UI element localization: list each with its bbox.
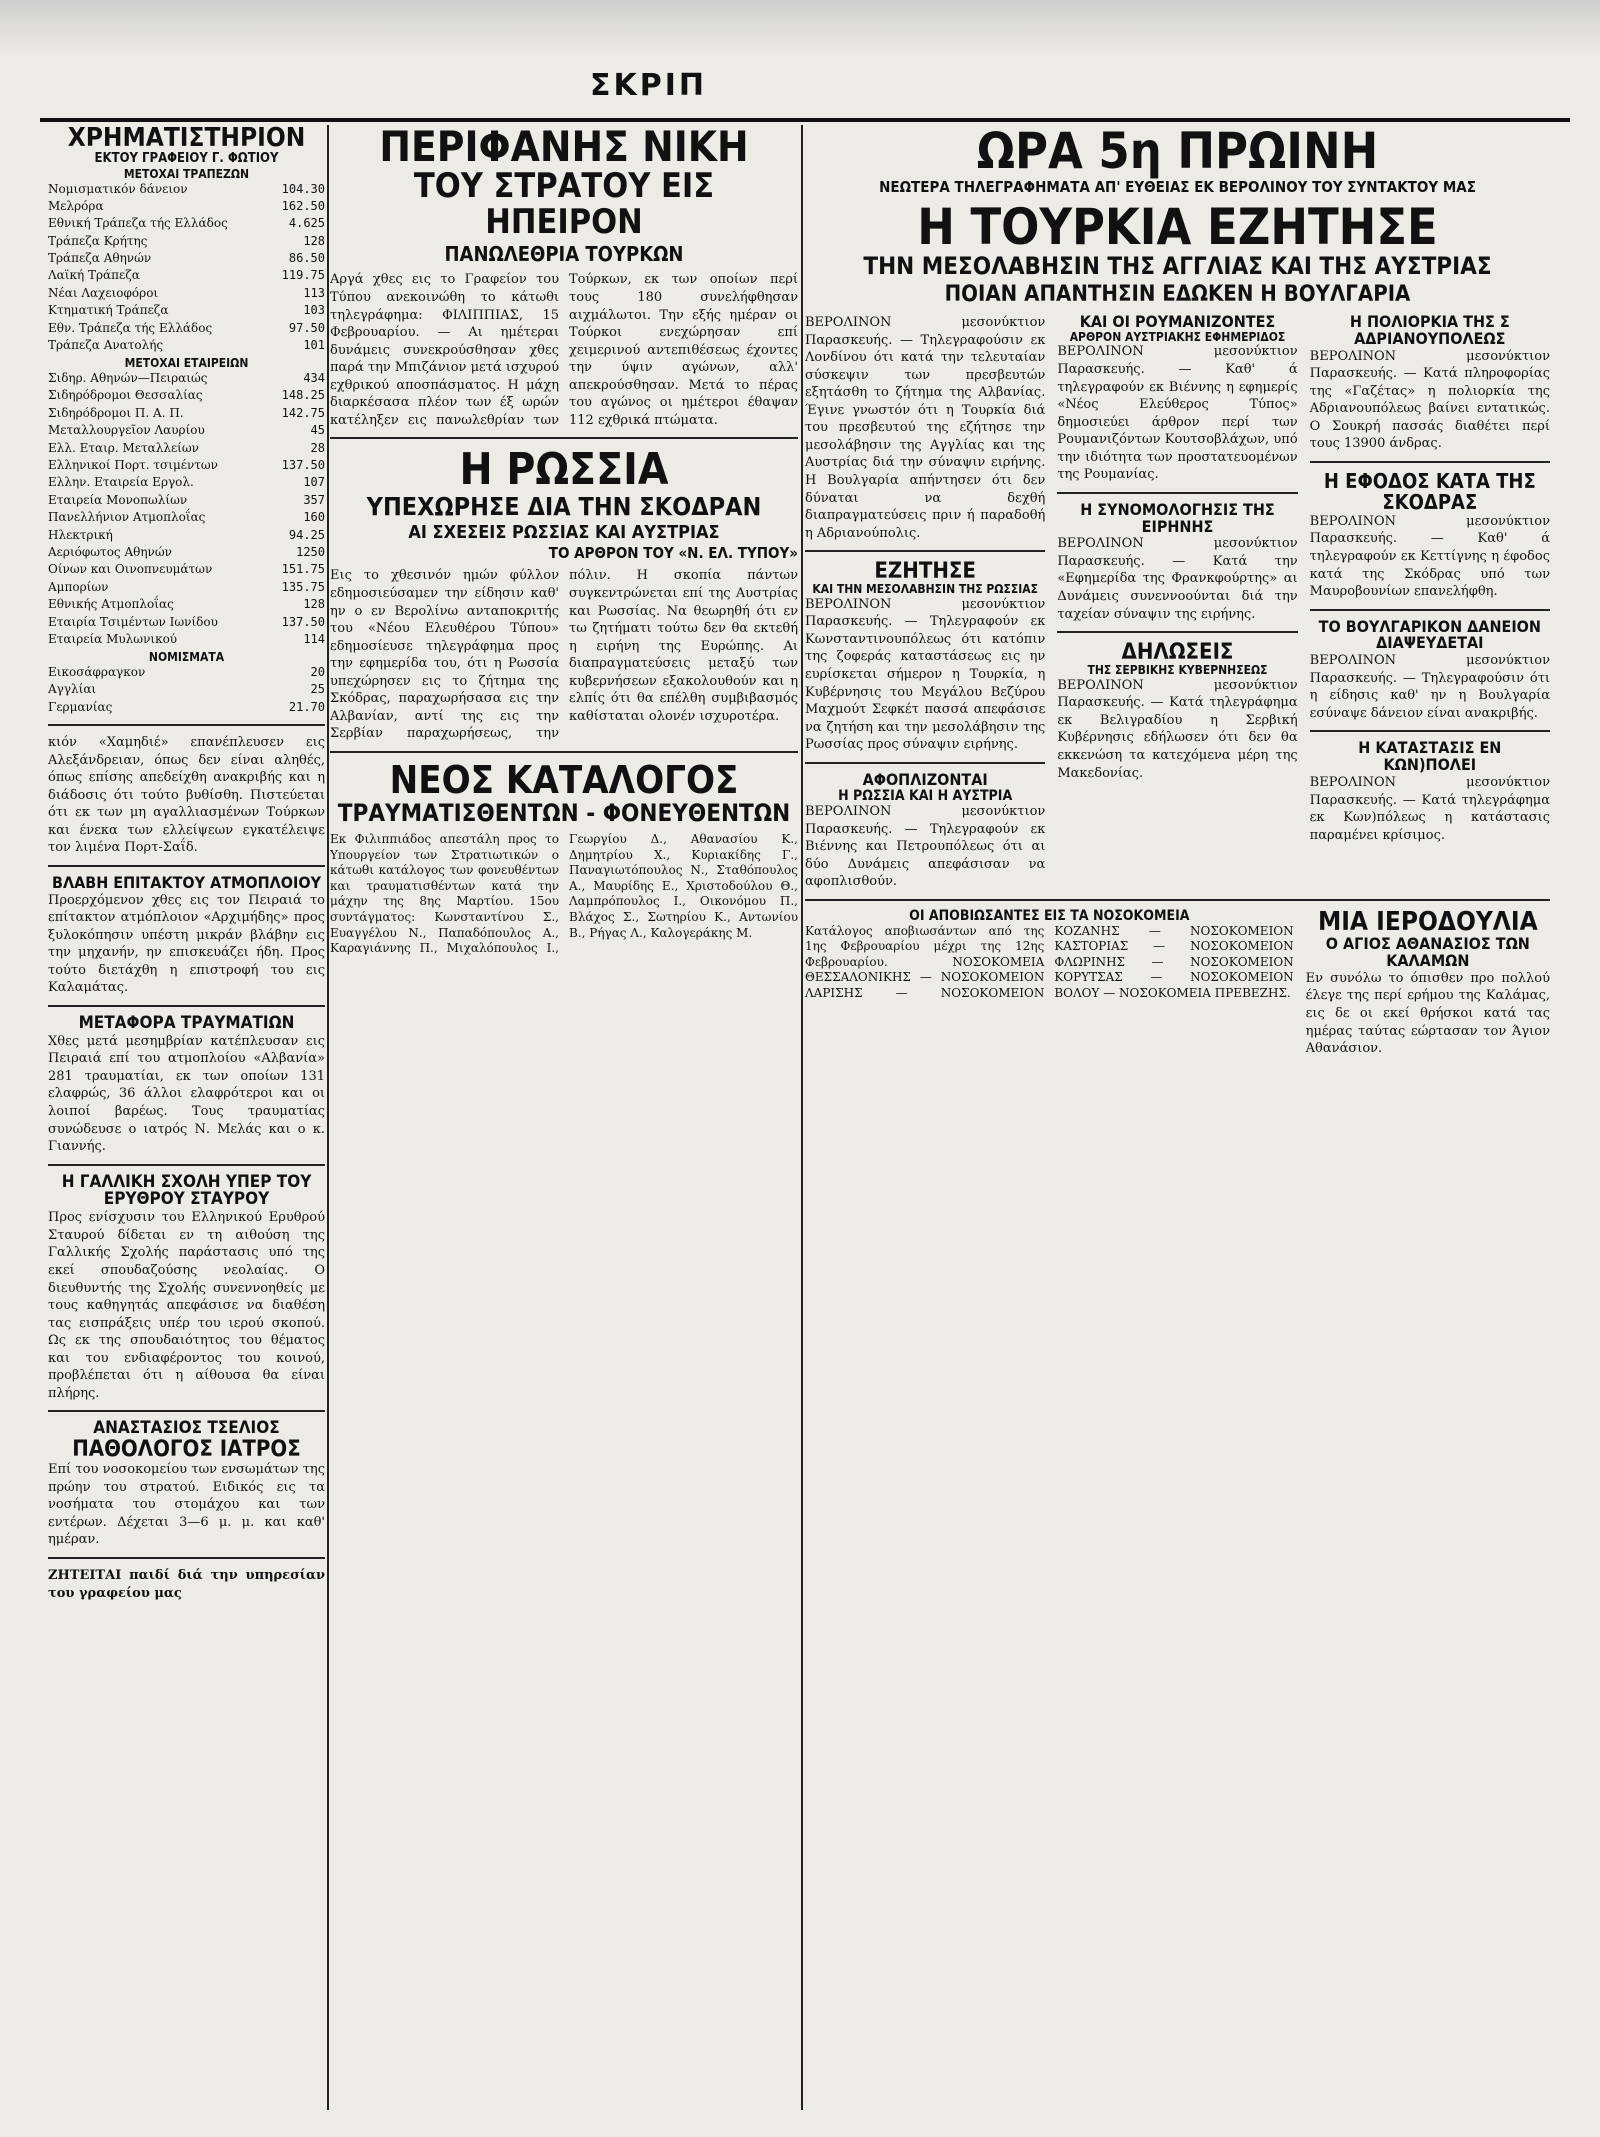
telegram-text: ΒΕΡΟΛΙΝΟΝ μεσονύκτιον Παρασκευής. — Καθ' ά τηλεγραφούν εκ Κεττίγνης η έφοδος κατά της Σκόδρας υπό των Μαυροβουνίων επανελήφθη. — [1309, 513, 1550, 600]
headline-russia: Η ΡΩΣΣΙΑ — [459, 444, 669, 496]
price-row — [48, 492, 325, 509]
subheadline: Ο ΑΓΙΟΣ ΑΘΑΝΑΣΙΟΣ ΤΩΝ ΚΑΛΑΜΩΝ — [1325, 934, 1530, 971]
price-row — [48, 198, 325, 215]
price-row — [48, 561, 325, 578]
price-value: 135.75 — [281, 579, 325, 594]
ad-name: ΑΝΑΣΤΑΣΙΟΣ ΤΣΕΛΙΟΣ — [93, 1418, 280, 1439]
price-value: 101 — [303, 338, 325, 353]
price-value: 119.75 — [281, 268, 325, 283]
price-value: 45 — [310, 423, 325, 438]
price-value: 137.50 — [281, 457, 325, 472]
price-label: Νέαι Λαχειοφόροι — [48, 285, 159, 300]
middle-column — [330, 125, 798, 2110]
price-label: Οίνων και Οινοπνευμάτων — [48, 562, 213, 577]
column-rule-2 — [801, 125, 803, 2110]
feast-section — [1305, 906, 1550, 1058]
price-label: Μεταλλουργεῖον Λαυρίου — [48, 423, 205, 438]
subheadline-turks: ΠΑΝΩΛΕΘΡΙΑ ΤΟΥΡΚΩΝ — [444, 242, 684, 267]
price-value: 103 — [303, 303, 325, 318]
subheadline-relations: ΑΙ ΣΧΕΣΕΙΣ ΡΩΣΣΙΑΣ ΚΑΙ ΑΥΣΤΡΙΑΣ — [408, 521, 720, 543]
price-row — [48, 596, 325, 613]
price-label: Εταιρεία Μυλωνικού — [48, 631, 178, 646]
price-row — [48, 474, 325, 491]
price-label: Εταιρία Τσιμέντων Ιωνίδου — [48, 614, 218, 629]
price-value: 1250 — [296, 544, 325, 559]
subheadline-article: ΤΟ ΑΡΘΡΟΝ ΤΟΥ «Ν. ΕΛ. ΤΥΠΟΥ» — [548, 543, 798, 562]
headline-scutari: ΥΠΕΧΩΡΗΣΕ ΔΙΑ ΤΗΝ ΣΚΟΔΡΑΝ — [366, 491, 762, 521]
price-row — [48, 664, 325, 681]
price-label: Εθν. Τράπεζα τής Ελλάδος — [48, 320, 213, 335]
price-label: Πανελλήνιον Ατμοπλοΐας — [48, 510, 206, 525]
headline-time: ΩΡΑ 5η ΠΡΩΙΝΗ — [976, 125, 1379, 180]
subheadline: ΚΑΙ ΤΗΝ ΜΕΣΟΛΑΒΗΣΙΝ ΤΗΣ ΡΩΣΣΙΑΣ — [812, 582, 1038, 597]
price-label: Εθνικής Ατμοπλοΐας — [48, 597, 174, 612]
headline: Η ΓΑΛΛΙΚΗ ΣΧΟΛΗ ΥΠΕΡ ΤΟΥ ΕΡΥΘΡΟΥ ΣΤΑΥΡΟΥ — [61, 1171, 312, 1210]
price-row — [48, 579, 325, 596]
price-value: 162.50 — [281, 198, 325, 213]
price-row — [48, 405, 325, 422]
price-row — [48, 302, 325, 319]
price-value: 97.50 — [288, 320, 325, 335]
news-item-text: κιόν «Χαμηδιέ» επανέπλευσεν εις Αλεξάνδρειαν, όπως δεν είναι αληθές, όπως επίσης απεδείχθη ανακριβής και η διάδοσις ότι τούτο βυθίσθη. Πιστεύεται ότι εκ των μη αγαλλιασμένων Τούρκων και ένεκα των ελλείψεων εγκατέλειψε τον λιμένα Πορτ-Σαΐδ. — [48, 735, 325, 856]
price-row — [48, 681, 325, 698]
price-value: 137.50 — [281, 614, 325, 629]
headline: Η ΠΟΛΙΟΡΚΙΑ ΤΗΣ Σ ΑΔΡΙΑΝΟΥΠΟΛΕΩΣ — [1349, 312, 1510, 348]
price-row — [48, 614, 325, 631]
masthead: ΣΚΡΙΠ — [590, 68, 707, 103]
subheadline: ΤΗΣ ΣΕΡΒΙΚΗΣ ΚΥΒΕΡΝΗΣΕΩΣ — [1087, 663, 1268, 678]
price-label: Ελλ. Εταιρ. Μεταλλείων — [48, 440, 199, 455]
exchange-title: ΧΡΗΜΑΤΙΣΤΗΡΙΟΝ — [67, 125, 306, 153]
price-row — [48, 422, 325, 439]
price-row — [48, 285, 325, 302]
exchange-subtitle: ΕΚΤΟΥ ΓΡΑΦΕΙΟΥ Γ. ΦΩΤΙΟΥ — [94, 151, 279, 167]
news-item-text: Προς ενίσχυσιν του Ελληνικού Ερυθρού Σταυρού δίδεται εν τη αιθούση της Γαλλικής Σχολής παράστασις υπό της εκεί σπουδαζούσης νεολαίας. Ο διευθυντής της Σχολής συνεννοηθείς με τους καθηγητάς απεφάσισε να διαθέση τας εισπράξεις υπέρ του ιερού σκοπού. Ως εκ της σπουδαιότητος του θέματος και του ενδιαφέροντος του κοινού, προβλέπεται ότι η αίθουσα θα είναι πλήρης. — [48, 1210, 325, 1401]
price-value: 357 — [303, 492, 325, 507]
headline: ΒΛΑΒΗ ΕΠΙΤΑΚΤΟΥ ΑΤΜΟΠΛΟΙΟΥ — [51, 872, 322, 892]
price-value: 104.30 — [281, 181, 325, 196]
page-top-edge — [0, 0, 1600, 55]
headline-bulgaria: ΠΟΙΑΝ ΑΠΑΝΤΗΣΙΝ ΕΔΩΚΕΝ Η ΒΟΥΛΓΑΡΙΑ — [944, 281, 1411, 307]
news-item-text: Χθες μετά μεσημβρίαν κατέπλευσαν εις Πειραιά επί του ατμοπλοίου «Αλβανία» 281 τραυματίαι, εκ των οποίων 131 ελαφρώς, 36 άλλοι ελαφρότεροι και οι λοιποί βαρέως. Τους τραυματίας συνώδευσε ο ιατρός Ν. Μελάς και ο κ. Γιαννής. — [48, 1033, 325, 1155]
headline: ΤΟ ΒΟΥΛΓΑΡΙΚΟΝ ΔΑΝΕΙΟΝ ΔΙΑΨΕΥΔΕΤΑΙ — [1318, 616, 1541, 653]
column-rule-1 — [327, 125, 329, 2110]
price-value: 128 — [303, 597, 325, 612]
coins-table — [48, 664, 325, 716]
headline-new-list: ΝΕΟΣ ΚΑΤΑΛΟΓΟΣ — [389, 757, 739, 802]
price-row — [48, 337, 325, 354]
price-value: 128 — [303, 233, 325, 248]
left-column — [48, 125, 325, 2110]
victory-text: Αργά χθες εις το Γραφείον του Τύπου ανεκοινώθη το κάτωθι τηλεγράφημα: ΦΙΛΙΠΠΙΑΣ, 15 Φεβρουαρίου. — Αι ημέτεραι δυνάμεις συνεκρούσθησαν χθες παρά την Μπιζάνιον μετά ισχυρού εχθρικού αποσπάσματος. Η μάχη διαρκέσασα πλέον των έξ ωρών κατέληξεν εις πανωλεθρίαν των Τούρκων, εκ των οποίων περί τους 180 συνελήφθησαν αιχμάλωτοι. Την εξής ημέραν οι Τούρκοι ενεχώρησαν επί χειμερινού αντεπιθέσεως έχοντες την ύψιν αγώνων, αλλ' απεκρούσθησαν. Μετά το πέρας του αγώνος οι ημέτεροι έθαψαν 112 εχθρικά πτώματα. — [330, 272, 798, 428]
right-subcolumn-2 — [1057, 314, 1297, 891]
price-row — [48, 181, 325, 198]
price-label: Εικοσάφραγκον — [48, 664, 146, 679]
price-row — [48, 631, 325, 648]
companies-table — [48, 370, 325, 648]
casualties-text: Εκ Φιλιππιάδος απεστάλη προς το Υπουργείον των Στρατιωτικών ο κάτωθι κατάλογος των φονευθέντων και τραυματισθέντων κατά την μάχην της 8ης Μαρτίου. 15ου συντάγματος: Κωνσταντίνου Σ., Ευαγγέλου Ν., Παπαδόπουλος Α., Καραγιάννης Π., Μιχαλόπουλος Ι., Γεωργίου Δ., Αθανασίου Κ., Δημητρίου Χ., Κυριακίδης Γ., Παναγιωτόπουλος Ν., Σταθόπουλος Α., Μαυρίδης Ε., Χριστοδούλου Θ., Λαμπρόπουλος Ι., Οικονόμου Π., Βλάχος Σ., Σωτηρίου Κ., Αντωνίου Β., Ρήγας Λ., Καλογεράκης Μ. — [330, 832, 798, 956]
price-row — [48, 233, 325, 250]
headline-epirus: ΤΟΥ ΣΤΡΑΤΟΥ ΕΙΣ ΗΠΕΙΡΟΝ — [413, 166, 715, 242]
headline: ΚΑΙ ΟΙ ΡΟΥΜΑΝΙΖΟΝΤΕΣ — [1079, 312, 1276, 332]
price-row — [48, 509, 325, 526]
news-item-text: Προερχόμενον χθες εις τον Πειραιά το επίτακτον ατμόπλοιον «Αρχιμήδης» προς ξυλοκόπησιν υπέστη μικράν βλάβην εις την μηχανήν, ην επισκευάζει ήδη. Προς τούτο διετάχθη η επιστροφή του εις Καλαμάτας. — [48, 892, 325, 996]
price-row — [48, 440, 325, 457]
price-label: Μελρόρα — [48, 198, 104, 213]
ad-title: ΠΑΘΟΛΟΓΟΣ ΙΑΤΡΟΣ — [72, 1437, 301, 1463]
price-value: 107 — [303, 475, 325, 490]
companies-heading: ΜΕΤΟΧΑΙ ΕΤΑΙΡΕΙΩΝ — [124, 356, 249, 371]
coins-heading: ΝΟΜΙΣΜΑΤΑ — [148, 650, 225, 665]
price-value: 4.625 — [288, 216, 325, 231]
headline-casualties: ΤΡΑΥΜΑΤΙΣΘΕΝΤΩΝ - ΦΟΝΕΥΘΕΝΤΩΝ — [337, 798, 791, 827]
price-value: 21.70 — [288, 699, 325, 714]
price-row — [48, 387, 325, 404]
telegram-text: ΒΕΡΟΛΙΝΟΝ μεσονύκτιον Παρασκευής. — Κατά τηλεγράφημα εκ Κων)πόλεως η κατάστασις παραμένει κρίσιμος. — [1309, 775, 1550, 843]
price-label: Τράπεζα Κρήτης — [48, 233, 148, 248]
price-label: Αγγλίαι — [48, 682, 97, 697]
price-row — [48, 250, 325, 267]
right-subcolumn-1 — [805, 314, 1045, 891]
headline-telegrams: ΝΕΩΤΕΡΑ ΤΗΛΕΓΡΑΦΗΜΑΤΑ ΑΠ' ΕΥΘΕΙΑΣ ΕΚ ΒΕΡΟΛΙΝΟΥ ΤΟΥ ΣΥΝΤΑΚΤΟΥ ΜΑΣ — [879, 177, 1476, 196]
headline: ΜΕΤΑΦΟΡΑ ΤΡΑΥΜΑΤΙΩΝ — [78, 1012, 295, 1033]
russia-text: Εις το χθεσινόν ημών φύλλον εδημοσιεύσαμεν την είδησιν καθ' ην ο εν Βερολίνω ανταποκριτής του «Νέου Ελευθέρου Τύπου» εδημοσίευσε τηλεγράφημα προς την εφημερίδα του, ότι η Ρωσσία υπεχώρησεν εις το ζήτημα της Σκόδρας, παραχωρήσασα εις την Αλβανίαν, αντί της εις την Σερβίαν παραχωρήσεως, την πόλιν. Η σκοπία πάντων συγκεντρώνεται επί της Αυστρίας και Ρωσσίας. Να θεωρηθή ότι εν τω ζητήματι τούτω δεν θα εκτεθή η ειρήνη της Ευρώπης. Αι διαπραγματεύσεις μεταξύ των κυβερνήσεων εξακολουθούν και η ελπίς ότι θα επέλθη συμβιβασμός καθίσταται ολονέν ισχυροτέρα. — [330, 568, 798, 742]
price-label: Νομισματικόν δάνειον — [48, 181, 188, 196]
price-label: Λαϊκή Τράπεζα — [48, 268, 140, 283]
hospital-text: Κατάλογος αποβιωσάντων από της 1ης Φεβρουαρίου μέχρι της 12ης Φεβρουαρίου. ΝΟΣΟΚΟΜΕΙΑ ΘΕΣΣΑΛΟΝΙΚΗΣ — ΝΟΣΟΚΟΜΕΙΟΝ ΛΑΡΙΣΗΣ — ΝΟΣΟΚΟΜΕΙΟΝ ΚΟΖΑΝΗΣ — ΝΟΣΟΚΟΜΕΙΟΝ ΚΑΣΤΟΡΙΑΣ — ΝΟΣΟΚΟΜΕΙΟΝ ΦΛΩΡΙΝΗΣ — ΝΟΣΟΚΟΜΕΙΟΝ ΚΟΡΥΤΣΑΣ — ΝΟΣΟΚΟΜΕΙΟΝ ΒΟΛΟΥ — ΝΟΣΟΚΟΜΕΙΑ ΠΡΕΒΕΖΗΣ. — [805, 923, 1294, 1001]
price-row — [48, 699, 325, 716]
price-row — [48, 457, 325, 474]
headline: ΕΖΗΤΗΣΕ — [874, 559, 976, 585]
telegram-text: ΒΕΡΟΛΙΝΟΝ μεσονύκτιον Παρασκευής. — Τηλεγραφούν εκ Κωνσταντινουπόλεως ότι κατόπιν της ζοφεράς καταστάσεως εις ην ευρίσκεται σήμερον η Τουρκία, η Κυβέρνησις του Μεγάλου Βεζύρου Μαχμούτ Σεφκέτ πασσά απεφάσισε να ζητήση και την μεσολάβησιν της Ρωσσίας προς σύναψιν ειρήνης. — [805, 596, 1046, 753]
lead-text: ΒΕΡΟΛΙΝΟΝ μεσονύκτιον Παρασκευής. — Τηλεγραφούσιν εκ Λονδίνου ότι κατά την τελευταίαν σύσκεψιν των πρεσβευτών εξητάσθη το ζήτημα της Αλβανίας. Έγινε γνωστόν ότι η Τουρκία διά του πρεσβευτού της εζήτησε την μεσολάβησιν της Αγγλίας και της Αυστρίας διά την σύναψιν ειρήνης. Η Βουλγαρία απήντησεν ότι δεν δύναται να δεχθή διαπραγματεύσεις πριν ή παραδοθή η Αδριανούπολις. — [805, 315, 1046, 541]
price-value: 160 — [303, 510, 325, 525]
price-row — [48, 215, 325, 232]
headline: ΜΙΑ ΙΕΡΟΔΟΥΛΙΑ — [1317, 906, 1538, 937]
price-label: Ελληνικοί Πορτ. τσιμέντων — [48, 457, 218, 472]
headline: ΟΙ ΑΠΟΒΙΩΣΑΝΤΕΣ ΕΙΣ ΤΑ ΝΟΣΟΚΟΜΕΙΑ — [909, 907, 1190, 924]
price-value: 114 — [303, 631, 325, 646]
telegram-text: ΒΕΡΟΛΙΝΟΝ μεσονύκτιον Παρασκευής. — Κατά την «Εφημερίδα της Φρανκφούρτης» αι Δυνάμεις συνεννοούνται διά την ταχείαν σύναψιν της ειρήνης. — [1057, 536, 1298, 622]
price-label: Αεριόφωτος Αθηνών — [48, 544, 172, 559]
telegram-text: ΒΕΡΟΛΙΝΟΝ μεσονύκτιον Παρασκευής. — Καθ' ά τηλεγραφούν εκ Βιέννης η εφημερίς «Νέος Ελεύθερος Τύπος» δημοσιεύει άρθρον περί των Ρουμανιζόντων Κουτσοβλάχων, υπό την ιδιότητα των προστατευομένων της Ρουμανίας. — [1057, 344, 1298, 483]
price-row — [48, 527, 325, 544]
price-label: Σιδηρόδρομοι Π. Α. Π. — [48, 405, 184, 420]
headline: Η ΣΥΝΟΜΟΛΟΓΗΣΙΣ ΤΗΣ ΕΙΡΗΝΗΣ — [1080, 499, 1275, 536]
price-label: Εταιρεία Μονοπωλίων — [48, 492, 188, 507]
price-label: Αμπορίων — [48, 579, 109, 594]
headline: Η ΕΦΟΔΟΣ ΚΑΤΑ ΤΗΣ ΣΚΟΔΡΑΣ — [1323, 468, 1536, 514]
price-value: 434 — [303, 371, 325, 386]
price-value: 94.25 — [288, 527, 325, 542]
shares-heading: ΜΕΤΟΧΑΙ ΤΡΑΠΕΖΩΝ — [123, 166, 250, 181]
price-label: Ηλεκτρική — [48, 527, 113, 542]
headline: Η ΚΑΤΑΣΤΑΣΙΣ ΕΝ ΚΩΝ)ΠΟΛΕΙ — [1358, 738, 1502, 775]
price-value: 25 — [310, 682, 325, 697]
price-value: 113 — [303, 285, 325, 300]
price-label: Τράπεζα Ανατολής — [48, 338, 164, 353]
shares-table — [48, 181, 325, 355]
price-value: 148.25 — [281, 388, 325, 403]
telegram-text: ΒΕΡΟΛΙΝΟΝ μεσονύκτιον Παρασκευής. — Κατά πληροφορίας της «Γαζέτας» η πολιορκία της Αδριανουπόλεως βαίνει εντατικώς. Ο Σουκρή πασσάς διαθέτει περί τους 13900 άνδρας. — [1309, 348, 1550, 452]
price-value: 151.75 — [281, 562, 325, 577]
price-label: Τράπεζα Αθηνών — [48, 251, 152, 266]
headline: ΑΦΟΠΛΙΖΟΝΤΑΙ — [862, 769, 988, 789]
headline-turkey: Η ΤΟΥΡΚΙΑ ΕΖΗΤΗΣΕ — [917, 198, 1438, 257]
price-value: 20 — [310, 664, 325, 679]
price-label: Κτηματική Τράπεζα — [48, 303, 169, 318]
price-label: Γερμανίας — [48, 699, 113, 714]
top-rule — [40, 118, 1570, 122]
feast-text: Εν συνόλω το όπισθεν προ πολλού έλεγε της περί ερήμου της Καλάμας, εις δε οι εκεί θρήσκοι κατά τας ημέρας ταύτας εώρτασαν τον Άγιον Αθανάσιον. — [1305, 970, 1550, 1057]
headline: ΔΗΛΩΣΕΙΣ — [1121, 640, 1234, 666]
telegram-text: ΒΕΡΟΛΙΝΟΝ μεσονύκτιον Παρασκευής. — Τηλεγραφούσιν ότι η είδησις καθ' ην η Βουλγαρία εσύναψε δάνειον είναι ανακριβής. — [1309, 653, 1550, 721]
price-value: 86.50 — [288, 251, 325, 266]
price-value: 28 — [310, 440, 325, 455]
price-label: Σιδηρ. Αθηνών—Πειραιώς — [48, 371, 208, 386]
headline-victory: ΠΕΡΙΦΑΝΗΣ ΝΙΚΗ — [379, 125, 749, 171]
price-label: Σιδηρόδρομοι Θεσσαλίας — [48, 388, 203, 403]
hospital-section — [805, 909, 1294, 1058]
subheadline: ΑΡΘΡΟΝ ΑΥΣΤΡΙΑΚΗΣ ΕΦΗΜΕΡΙΔΟΣ — [1069, 329, 1286, 344]
right-column — [805, 125, 1550, 2110]
ad-text: Επί του νοσοκομείου των ενσωμάτων της πρώην του στρατού. Ειδικός εις τα νοσήματα του στομάχου και των εντέρων. Δέχεται 3—6 μ. μ. και καθ' ημέραν. — [48, 1462, 325, 1548]
price-label: Ελλην. Εταιρεία Εργολ. — [48, 475, 194, 490]
price-row — [48, 320, 325, 337]
price-row — [48, 267, 325, 284]
telegram-text: ΒΕΡΟΛΙΝΟΝ μεσονύκτιον Παρασκευής. — Κατά τηλεγράφημα εκ Βελιγραδίου η Σερβική Κυβέρνησις εδήλωσεν ότι δεν θα εκκενώση τα κατεχόμενα μέρη της Μακεδονίας. — [1057, 677, 1298, 781]
price-row — [48, 544, 325, 561]
price-value: 142.75 — [281, 405, 325, 420]
telegram-text: ΒΕΡΟΛΙΝΟΝ μεσονύκτιον Παρασκευής. — Τηλεγραφούν εκ Βιέννης και Πετρουπόλεως ότι αι δύο Δυνάμεις απεφάσισαν να αφοπλισθούν. — [805, 804, 1046, 890]
subheadline: Η ΡΩΣΣΙΑ ΚΑΙ Η ΑΥΣΤΡΙΑ — [838, 787, 1013, 804]
right-subcolumn-3 — [1310, 314, 1550, 891]
price-row — [48, 370, 325, 387]
headline-mediation: ΤΗΝ ΜΕΣΟΛΑΒΗΣΙΝ ΤΗΣ ΑΓΓΛΙΑΣ ΚΑΙ ΤΗΣ ΑΥΣΤΡΙΑΣ — [863, 251, 1492, 280]
wanted-notice: ΖΗΤΕΙΤΑΙ παιδί διά την υπηρεσίαν του γραφείου μας — [48, 1568, 325, 1601]
price-label: Εθνική Τράπεζα τής Ελλάδος — [48, 216, 228, 231]
